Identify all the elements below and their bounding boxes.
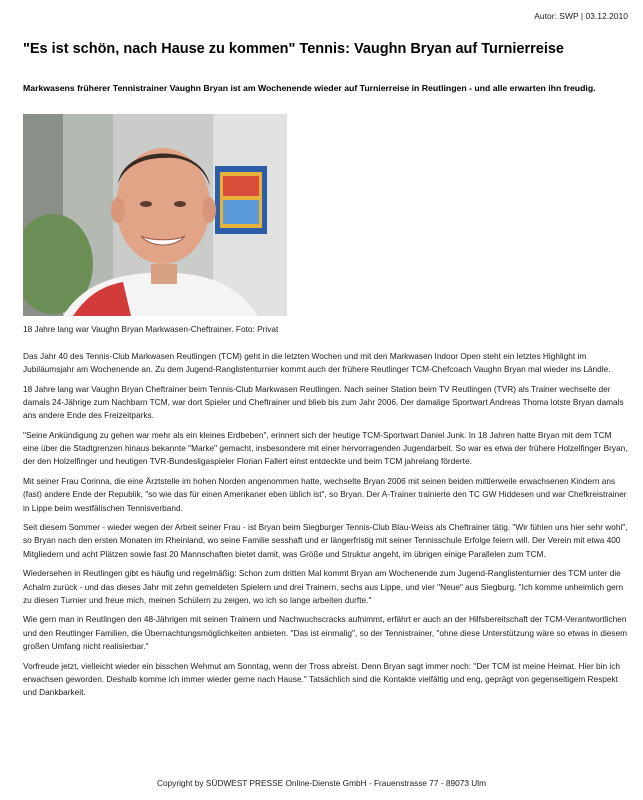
article-photo bbox=[23, 114, 287, 316]
article-paragraph: Das Jahr 40 des Tennis-Club Markwasen Reutlingen (TCM) geht in die letzten Wochen und mit den Markwasen Indoor Open steht ein letztes Highlight im Jubiläumsjahr am Wochenende an. Zu dem Jugend-Ranglistenturnier kommt auch der frühere Reutlinger TCM-Chefcoach Vaughn Bryan mal wieder ins Ländle. bbox=[23, 351, 611, 375]
photo-caption: 18 Jahre lang war Vaughn Bryan Markwasen-Cheftrainer. Foto: Privat bbox=[23, 324, 279, 334]
author-date-line: Autor: SWP | 03.12.2010 bbox=[534, 11, 628, 21]
article-paragraph: Wie gern man in Reutlingen den 48-Jährigen mit seinen Trainern und Nachwuchscracks aufnimmt, erfährt er auch an der Hilfsbereitschaft der TCM-Verantwortlichen und den Reutlinger Familien, die Übernachtungsmöglichkeiten anbieten. "Das ist einmalig", so der Tennistrainer, "ohne diese Unterstützung wäre so etwas in diesem großen Umfang nicht realisierbar." bbox=[23, 614, 628, 651]
article-paragraph: Vorfreude jetzt, vielleicht wieder ein bisschen Wehmut am Sonntag, wenn der Tross abreist. Denn Bryan sagt immer noch: "Der TCM ist meine Heimat. Hier bin ich erwachsen geworden. Deshalb komme ich immer wieder gerne nach Hause." Tatsächlich sind die Kontakte vielfältig und eng, geprägt von gegenseitigem Respekt und Dankbarkeit. bbox=[23, 660, 621, 697]
article-paragraph: "Seine Ankündigung zu gehen war mehr als ein kleines Erdbeben", erinnert sich der heutige TCM-Sportwart Daniel Junk. In 18 Jahren hatte Bryan mit dem TCM eine über die Stadtgrenzen hinaus bekannte "Marke" gemacht, insbesondere mit einer hervorragenden Jugendarbeit. So war es etwa der frühere Holzelfinger Bryan, der den Holzelfinger und heutigen TVR-Bundesligaspieler Florian Fallert einst entdeckte und beim TCM jahrelang förderte. bbox=[23, 430, 628, 467]
article-paragraph: Mit seiner Frau Corinna, die eine Ärztstelle im hohen Norden angenommen hatte, wechselte Bryan 2006 mit seinen beiden mittlerweile erwachsenen Kindern ans (fast) andere Ende der Republik, "so wie das für einen Amerikaner eben üblich ist", so Bryan. Der A-Trainer trainierte den TC GW Hiddesen und war Chefkreistrainer in Lippe beim westfälischen Tennisverband. bbox=[23, 476, 627, 513]
article-paragraph: Seit diesem Sommer - wieder wegen der Arbeit seiner Frau - ist Bryan beim Siegburger Tennis-Club Blau-Weiss als Cheftrainer tätig. "Wir fühlen uns hier sehr wohl", so Bryan nach den ersten Monaten im Rheinland, wo seine Familie sesshaft und er längerfristig mit seiner Tennisschule Erfolge feiern will. Der Verein mit etwa 400 Mitgliedern und acht Plätzen sowie fast 20 Mannschaften bietet damit, was Größe und Struktur angeht, im übrigen einige Parallelen zum TCM. bbox=[23, 522, 628, 559]
copyright-footer: Copyright by SÜDWEST PRESSE Online-Dienste GmbH - Frauenstrasse 77 - 89073 Ulm bbox=[156, 778, 487, 788]
article-body bbox=[23, 350, 628, 706]
article-paragraph: Wiedersehen in Reutlingen gibt es häufig und regelmäßig: Schon zum dritten Mal kommt Bryan am Wochenende zum Jugend-Ranglistenturnier des TCM unter die Achalm zurück - und das dieses Jahr mit zehn gemeldeten Spielern und drei Trainern, sechs aus Lippe, und vier "Neue" aus Siegburg. "Ich komme unheimlich gern zu diesen Turnier und freue mich, meinen Schülern zu zeigen, wo ich so lange arbeiten durfte." bbox=[23, 568, 624, 605]
article-paragraph: 18 Jahre lang war Vaughn Bryan Cheftrainer beim Tennis-Club Markwasen Reutlingen. Nach seiner Station beim TV Reutlingen (TVR) als Trainer wechselte der damals 24-Jährige zum Nachbarn TCM, war dort Spieler und Cheftrainer und blieb bis zum Jahr 2006. Der damalige Sportwart Andreas Thoma lotste Bryan damals ans andere Ende des Freizeitparks. bbox=[23, 383, 624, 421]
article-headline: "Es ist schön, nach Hause zu kommen" Tennis: Vaughn Bryan auf Turnierreise bbox=[23, 41, 564, 57]
article-lead: Markwasens früherer Tennistrainer Vaughn Bryan ist am Wochenende wieder auf Turnierreise in Reutlingen - und alle erwarten ihn freudig. bbox=[23, 83, 596, 93]
